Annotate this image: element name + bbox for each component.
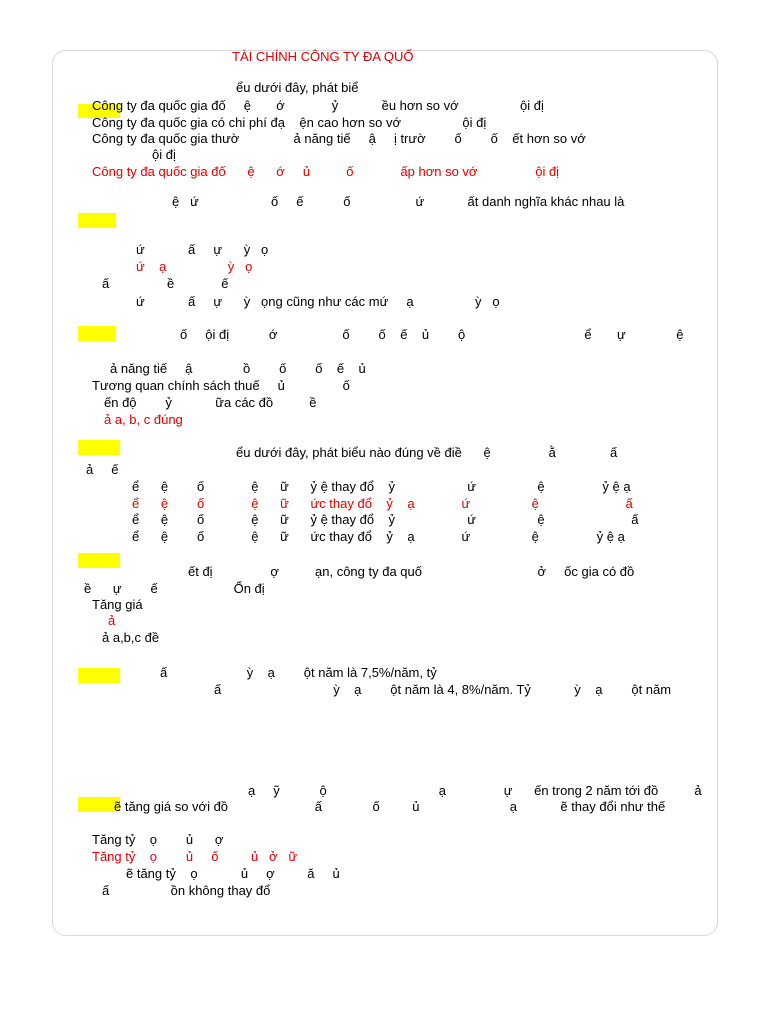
q3-option-a: ả năng tiế ậ ồ ố ố ế ủ: [110, 361, 366, 376]
q7-option-d: ấ ồn không thay đổ: [102, 883, 271, 898]
q4-option-a: ể ệ ố ệ ữ ỷ ệ thay đổ ỷ ứ ệ ỷ ệ ạ: [132, 479, 631, 494]
question-number-highlight: [78, 440, 120, 455]
q7-option-b-answer: Tăng tỷ ọ ủ ố ủ ở ữ: [92, 849, 298, 864]
q3-intro: ố ội đị ớ ố ố ế ủ ộ ể ự ệ: [180, 327, 684, 342]
q3-option-c: ến độ ỷ ữa các đồ ề: [104, 395, 317, 410]
q4-intro-cont: ả ế: [86, 462, 119, 477]
q4-intro: ểu dưới đây, phát biểu nào đúng về điề ệ ằ ấ: [236, 445, 618, 460]
q7-option-a: Tăng tỷ ọ ủ ợ: [92, 832, 224, 847]
question-number-highlight: [78, 326, 116, 341]
q7-option-c: ẽ tăng tỷ ọ ủ ợ ă ủ: [126, 866, 340, 881]
q1-option-c: Công ty đa quốc gia thườ ả năng tiế ậ ị trườ ố ố ết hơn so vớ: [92, 131, 586, 146]
q6-line-1: ấ ỳ ạ ột năm là 7,5%/năm, tỷ: [160, 665, 437, 680]
q5-intro: ết đị ợ ạn, công ty đa quố ở ốc gia có đồ: [188, 564, 635, 579]
q2-option-c: ấ ề ế: [102, 276, 229, 291]
q1-option-b: Công ty đa quốc gia có chi phí đạ ện cao hơn so vớ ội đị: [92, 115, 487, 130]
page-title: TÀI CHÍNH CÔNG TY ĐA QUỐ: [232, 49, 414, 64]
q2-intro: ệ ứ ố ế ố ứ ất danh nghĩa khác nhau là: [172, 194, 625, 209]
q4-option-b-answer: ể ệ ố ệ ữ ức thay đổ ỷ ạ ứ ệ ấ: [132, 496, 633, 511]
q1-option-a: Công ty đa quốc gia đố ệ ớ ỷ ều hơn so vớ ội đị: [92, 98, 544, 113]
q3-option-b: Tương quan chính sách thuế ủ ố: [92, 378, 350, 393]
q5-option-b-answer: ả: [108, 613, 116, 628]
q5-option-c: ả a,b,c đề: [102, 630, 160, 645]
question-number-highlight: [78, 213, 116, 228]
q6-line-2: ấ ỳ ạ ột năm là 4, 8%/năm. Tỷ ỳ ạ ột năm: [214, 682, 672, 697]
question-number-highlight: [78, 668, 120, 683]
q1-option-d-answer: Công ty đa quốc gia đố ệ ớ ủ ố ấp hơn so vớ ội đị: [92, 164, 560, 179]
q2-option-a: ứ ấ ự ỳ ọ: [136, 242, 269, 257]
q4-option-c: ể ệ ố ệ ữ ỷ ệ thay đổ ỷ ứ ệ ấ: [132, 512, 639, 527]
q7-line-1: ạ ỹ ộ ạ ự ến trong 2 năm tới đồ ả: [248, 783, 702, 798]
q2-option-b-answer: ứ ạ ỳ ọ: [136, 259, 253, 274]
q1-option-c-cont: ội đị: [152, 147, 176, 162]
q1-intro: ểu dưới đây, phát biể: [236, 80, 359, 95]
q7-line-2: ẽ tăng giá so với đồ ấ ố ủ ạ ẽ thay đổi như thế: [114, 799, 666, 814]
q3-option-d-answer: ả a, b, c đúng: [104, 412, 183, 427]
q5-option-a: Tăng giá: [92, 597, 143, 612]
q5-intro-cont: ề ự ế Ổn đị: [84, 581, 265, 596]
question-number-highlight: [78, 553, 120, 568]
q4-option-d: ể ệ ố ệ ữ ức thay đổ ỷ ạ ứ ệ ỷ ệ ạ: [132, 529, 625, 544]
q2-option-d: ứ ấ ự ỳ ọng cũng như các mứ ạ ỳ ọ: [136, 294, 500, 309]
